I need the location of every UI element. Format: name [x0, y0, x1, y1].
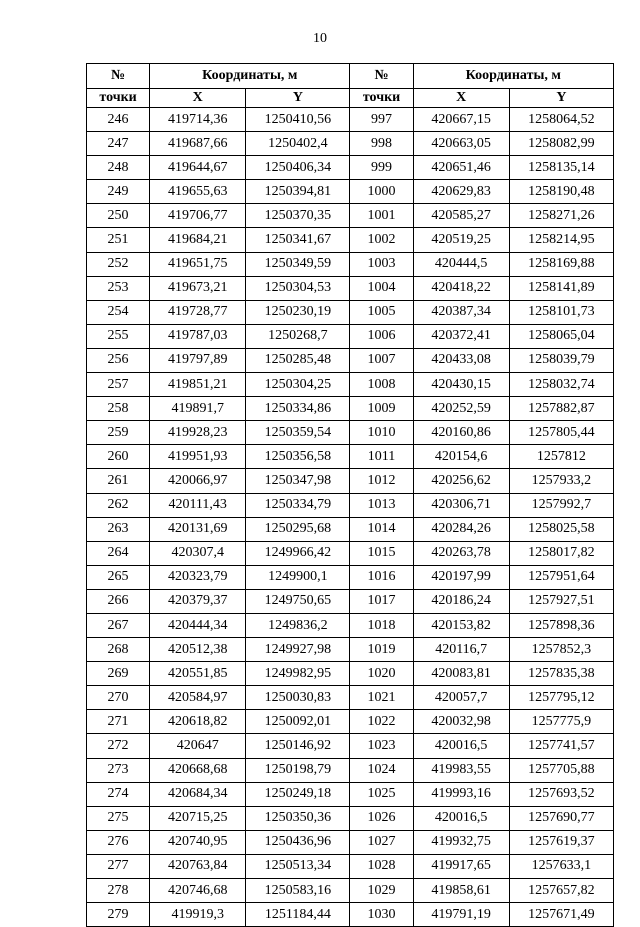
y-value-right: 1257671,49 [509, 903, 613, 927]
x-value-right: 420116,7 [413, 638, 509, 662]
x-value-left: 419706,77 [150, 204, 246, 228]
y-value-left: 1250146,92 [246, 734, 350, 758]
point-number-right: 1007 [350, 348, 413, 372]
y-value-right: 1258101,73 [509, 300, 613, 324]
point-number-right: 1021 [350, 686, 413, 710]
y-value-left: 1250394,81 [246, 180, 350, 204]
x-value-left: 419673,21 [150, 276, 246, 300]
point-number-right: 1006 [350, 324, 413, 348]
y-value-right: 1258039,79 [509, 348, 613, 372]
x-value-left: 420379,37 [150, 589, 246, 613]
x-value-right: 419993,16 [413, 782, 509, 806]
y-value-left: 1250436,96 [246, 830, 350, 854]
point-number-right: 1027 [350, 830, 413, 854]
point-number-left: 263 [87, 517, 150, 541]
table-row [87, 276, 614, 300]
y-value-right: 1257882,87 [509, 397, 613, 421]
point-number-left: 251 [87, 228, 150, 252]
x-value-right: 420418,22 [413, 276, 509, 300]
y-value-right: 1257835,38 [509, 662, 613, 686]
y-value-left: 1250268,7 [246, 324, 350, 348]
point-number-right: 1009 [350, 397, 413, 421]
point-number-left: 277 [87, 854, 150, 878]
point-number-left: 249 [87, 180, 150, 204]
x-value-right: 420519,25 [413, 228, 509, 252]
point-number-right: 999 [350, 156, 413, 180]
table-row [87, 758, 614, 782]
point-number-right: 1016 [350, 565, 413, 589]
table-row [87, 565, 614, 589]
x-value-left: 419655,63 [150, 180, 246, 204]
table-row [87, 324, 614, 348]
y-value-left: 1250410,56 [246, 108, 350, 132]
x-value-right: 420651,46 [413, 156, 509, 180]
x-value-right: 420263,78 [413, 541, 509, 565]
point-number-right: 1002 [350, 228, 413, 252]
x-header-left: X [150, 89, 246, 108]
y-value-left: 1249982,95 [246, 662, 350, 686]
point-number-left: 258 [87, 397, 150, 421]
point-number-left: 259 [87, 421, 150, 445]
point-number-left: 275 [87, 806, 150, 830]
y-value-right: 1258135,14 [509, 156, 613, 180]
table-row [87, 662, 614, 686]
y-value-right: 1257795,12 [509, 686, 613, 710]
y-value-right: 1257693,52 [509, 782, 613, 806]
point-number-left: 269 [87, 662, 150, 686]
x-value-left: 420746,68 [150, 879, 246, 903]
x-value-left: 419928,23 [150, 421, 246, 445]
x-value-right: 420663,05 [413, 132, 509, 156]
point-number-right: 1012 [350, 469, 413, 493]
table-row [87, 469, 614, 493]
y-value-left: 1250304,53 [246, 276, 350, 300]
point-number-right: 1010 [350, 421, 413, 445]
page-number: 10 [313, 31, 327, 46]
point-number-right: 1025 [350, 782, 413, 806]
point-number-left: 265 [87, 565, 150, 589]
table-row [87, 854, 614, 878]
x-value-right: 420444,5 [413, 252, 509, 276]
point-number-left: 272 [87, 734, 150, 758]
table-row [87, 180, 614, 204]
table-row [87, 517, 614, 541]
point-number-left: 264 [87, 541, 150, 565]
point-number-left: 250 [87, 204, 150, 228]
point-number-left: 266 [87, 589, 150, 613]
y-value-right: 1257775,9 [509, 710, 613, 734]
point-number-left: 271 [87, 710, 150, 734]
x-value-left: 420715,25 [150, 806, 246, 830]
coordinates-header-left: Координаты, м [150, 64, 350, 89]
point-number-right: 1013 [350, 493, 413, 517]
y-value-right: 1258065,04 [509, 324, 613, 348]
y-value-right: 1257992,7 [509, 493, 613, 517]
point-label-header-left: точки [87, 89, 150, 108]
point-number-right: 1014 [350, 517, 413, 541]
table-row [87, 806, 614, 830]
table-row [87, 252, 614, 276]
table-row [87, 300, 614, 324]
x-value-left: 419684,21 [150, 228, 246, 252]
x-value-right: 420387,34 [413, 300, 509, 324]
point-number-right: 1001 [350, 204, 413, 228]
x-value-right: 420306,71 [413, 493, 509, 517]
x-value-right: 420629,83 [413, 180, 509, 204]
table-row [87, 373, 614, 397]
point-number-left: 262 [87, 493, 150, 517]
x-value-left: 420323,79 [150, 565, 246, 589]
point-number-right: 1019 [350, 638, 413, 662]
point-number-left: 273 [87, 758, 150, 782]
x-value-left: 420618,82 [150, 710, 246, 734]
table-row [87, 879, 614, 903]
y-value-right: 1258025,58 [509, 517, 613, 541]
table-row [87, 108, 614, 132]
point-number-left: 279 [87, 903, 150, 927]
y-header-right: Y [509, 89, 613, 108]
table-header [87, 64, 614, 108]
table-row [87, 132, 614, 156]
table-row [87, 734, 614, 758]
point-number-left: 257 [87, 373, 150, 397]
coordinates-table [86, 63, 614, 927]
point-number-left: 248 [87, 156, 150, 180]
x-value-right: 420667,15 [413, 108, 509, 132]
table-row [87, 348, 614, 372]
x-value-right: 420153,82 [413, 613, 509, 637]
y-value-left: 1250030,83 [246, 686, 350, 710]
y-value-left: 1250092,01 [246, 710, 350, 734]
point-number-right: 1011 [350, 445, 413, 469]
x-value-right: 420057,7 [413, 686, 509, 710]
y-value-left: 1250304,25 [246, 373, 350, 397]
x-value-right: 420197,99 [413, 565, 509, 589]
x-value-left: 420551,85 [150, 662, 246, 686]
point-number-right: 1015 [350, 541, 413, 565]
x-value-right: 420160,86 [413, 421, 509, 445]
x-value-left: 419797,89 [150, 348, 246, 372]
y-value-left: 1250341,67 [246, 228, 350, 252]
point-number-right: 1029 [350, 879, 413, 903]
y-value-right: 1257951,64 [509, 565, 613, 589]
x-value-left: 419891,7 [150, 397, 246, 421]
y-value-left: 1250350,36 [246, 806, 350, 830]
y-value-right: 1257812 [509, 445, 613, 469]
y-value-right: 1258141,89 [509, 276, 613, 300]
point-number-right: 1020 [350, 662, 413, 686]
point-number-left: 270 [87, 686, 150, 710]
x-value-left: 419851,21 [150, 373, 246, 397]
x-value-left: 419687,66 [150, 132, 246, 156]
x-value-left: 419651,75 [150, 252, 246, 276]
x-value-right: 419917,65 [413, 854, 509, 878]
y-value-left: 1249750,65 [246, 589, 350, 613]
x-value-right: 420433,08 [413, 348, 509, 372]
x-value-right: 419932,75 [413, 830, 509, 854]
point-number-header-left: № [87, 64, 150, 89]
point-number-left: 247 [87, 132, 150, 156]
x-value-right: 420256,62 [413, 469, 509, 493]
y-value-right: 1257927,51 [509, 589, 613, 613]
y-value-right: 1257898,36 [509, 613, 613, 637]
table-body [87, 108, 614, 927]
x-value-left: 420444,34 [150, 613, 246, 637]
point-number-right: 1000 [350, 180, 413, 204]
x-value-left: 420131,69 [150, 517, 246, 541]
table-row [87, 782, 614, 806]
point-number-left: 278 [87, 879, 150, 903]
table-row [87, 204, 614, 228]
point-number-right: 1018 [350, 613, 413, 637]
y-value-right: 1257619,37 [509, 830, 613, 854]
point-number-right: 1005 [350, 300, 413, 324]
coordinates-header-right: Координаты, м [413, 64, 613, 89]
x-value-right: 419791,19 [413, 903, 509, 927]
y-value-right: 1257741,57 [509, 734, 613, 758]
y-value-left: 1250249,18 [246, 782, 350, 806]
x-value-left: 419728,77 [150, 300, 246, 324]
y-value-right: 1258064,52 [509, 108, 613, 132]
x-value-right: 419858,61 [413, 879, 509, 903]
y-value-right: 1258017,82 [509, 541, 613, 565]
point-number-right: 1023 [350, 734, 413, 758]
point-number-right: 1008 [350, 373, 413, 397]
point-number-header-right: № [350, 64, 413, 89]
y-value-left: 1250402,4 [246, 132, 350, 156]
y-value-left: 1250347,98 [246, 469, 350, 493]
point-number-left: 276 [87, 830, 150, 854]
x-value-right: 420083,81 [413, 662, 509, 686]
y-value-right: 1257705,88 [509, 758, 613, 782]
y-value-right: 1257852,3 [509, 638, 613, 662]
x-value-right: 420032,98 [413, 710, 509, 734]
table-row [87, 228, 614, 252]
point-number-left: 274 [87, 782, 150, 806]
x-value-right: 420284,26 [413, 517, 509, 541]
table-row [87, 397, 614, 421]
x-value-left: 420066,97 [150, 469, 246, 493]
x-value-right: 420154,6 [413, 445, 509, 469]
x-value-right: 420372,41 [413, 324, 509, 348]
table-row [87, 638, 614, 662]
y-value-right: 1257805,44 [509, 421, 613, 445]
table-row [87, 686, 614, 710]
y-value-left: 1250334,86 [246, 397, 350, 421]
x-value-right: 420252,59 [413, 397, 509, 421]
y-value-right: 1258190,48 [509, 180, 613, 204]
y-value-left: 1249836,2 [246, 613, 350, 637]
y-value-left: 1250359,54 [246, 421, 350, 445]
y-value-right: 1258082,99 [509, 132, 613, 156]
y-value-left: 1249966,42 [246, 541, 350, 565]
x-value-left: 420647 [150, 734, 246, 758]
y-value-right: 1258214,95 [509, 228, 613, 252]
point-number-left: 261 [87, 469, 150, 493]
table-row [87, 421, 614, 445]
point-number-right: 1028 [350, 854, 413, 878]
x-value-left: 420512,38 [150, 638, 246, 662]
y-header-left: Y [246, 89, 350, 108]
x-value-right: 420016,5 [413, 734, 509, 758]
point-number-right: 1022 [350, 710, 413, 734]
table-row [87, 541, 614, 565]
point-number-right: 997 [350, 108, 413, 132]
point-number-left: 268 [87, 638, 150, 662]
y-value-left: 1250513,34 [246, 854, 350, 878]
point-number-right: 998 [350, 132, 413, 156]
point-number-left: 255 [87, 324, 150, 348]
y-value-right: 1258271,26 [509, 204, 613, 228]
point-number-right: 1024 [350, 758, 413, 782]
y-value-left: 1250370,35 [246, 204, 350, 228]
y-value-right: 1257633,1 [509, 854, 613, 878]
point-label-header-right: точки [350, 89, 413, 108]
table-row [87, 589, 614, 613]
x-value-left: 419644,67 [150, 156, 246, 180]
x-value-right: 420186,24 [413, 589, 509, 613]
x-value-left: 420307,4 [150, 541, 246, 565]
table-row [87, 445, 614, 469]
y-value-right: 1257690,77 [509, 806, 613, 830]
x-value-left: 420668,68 [150, 758, 246, 782]
x-value-right: 420585,27 [413, 204, 509, 228]
point-number-right: 1026 [350, 806, 413, 830]
y-value-left: 1250583,16 [246, 879, 350, 903]
x-value-left: 420740,95 [150, 830, 246, 854]
y-value-left: 1251184,44 [246, 903, 350, 927]
y-value-left: 1249927,98 [246, 638, 350, 662]
point-number-left: 254 [87, 300, 150, 324]
point-number-left: 256 [87, 348, 150, 372]
table-row [87, 156, 614, 180]
y-value-left: 1250406,34 [246, 156, 350, 180]
point-number-right: 1030 [350, 903, 413, 927]
point-number-left: 260 [87, 445, 150, 469]
y-value-left: 1250334,79 [246, 493, 350, 517]
x-value-right: 419983,55 [413, 758, 509, 782]
x-value-left: 419787,03 [150, 324, 246, 348]
x-value-left: 420111,43 [150, 493, 246, 517]
y-value-left: 1250230,19 [246, 300, 350, 324]
y-value-right: 1257933,2 [509, 469, 613, 493]
x-header-right: X [413, 89, 509, 108]
x-value-left: 420763,84 [150, 854, 246, 878]
x-value-right: 420430,15 [413, 373, 509, 397]
y-value-left: 1250198,79 [246, 758, 350, 782]
point-number-right: 1017 [350, 589, 413, 613]
x-value-left: 420584,97 [150, 686, 246, 710]
point-number-left: 246 [87, 108, 150, 132]
x-value-right: 420016,5 [413, 806, 509, 830]
point-number-right: 1003 [350, 252, 413, 276]
x-value-left: 419714,36 [150, 108, 246, 132]
point-number-left: 252 [87, 252, 150, 276]
table-row [87, 830, 614, 854]
point-number-right: 1004 [350, 276, 413, 300]
x-value-left: 419919,3 [150, 903, 246, 927]
y-value-right: 1257657,82 [509, 879, 613, 903]
x-value-left: 420684,34 [150, 782, 246, 806]
y-value-left: 1250349,59 [246, 252, 350, 276]
y-value-left: 1250285,48 [246, 348, 350, 372]
table-row [87, 710, 614, 734]
table-row [87, 613, 614, 637]
x-value-left: 419951,93 [150, 445, 246, 469]
y-value-left: 1249900,1 [246, 565, 350, 589]
point-number-left: 253 [87, 276, 150, 300]
y-value-right: 1258032,74 [509, 373, 613, 397]
y-value-left: 1250356,58 [246, 445, 350, 469]
table-row [87, 903, 614, 927]
point-number-left: 267 [87, 613, 150, 637]
y-value-left: 1250295,68 [246, 517, 350, 541]
table-row [87, 493, 614, 517]
y-value-right: 1258169,88 [509, 252, 613, 276]
